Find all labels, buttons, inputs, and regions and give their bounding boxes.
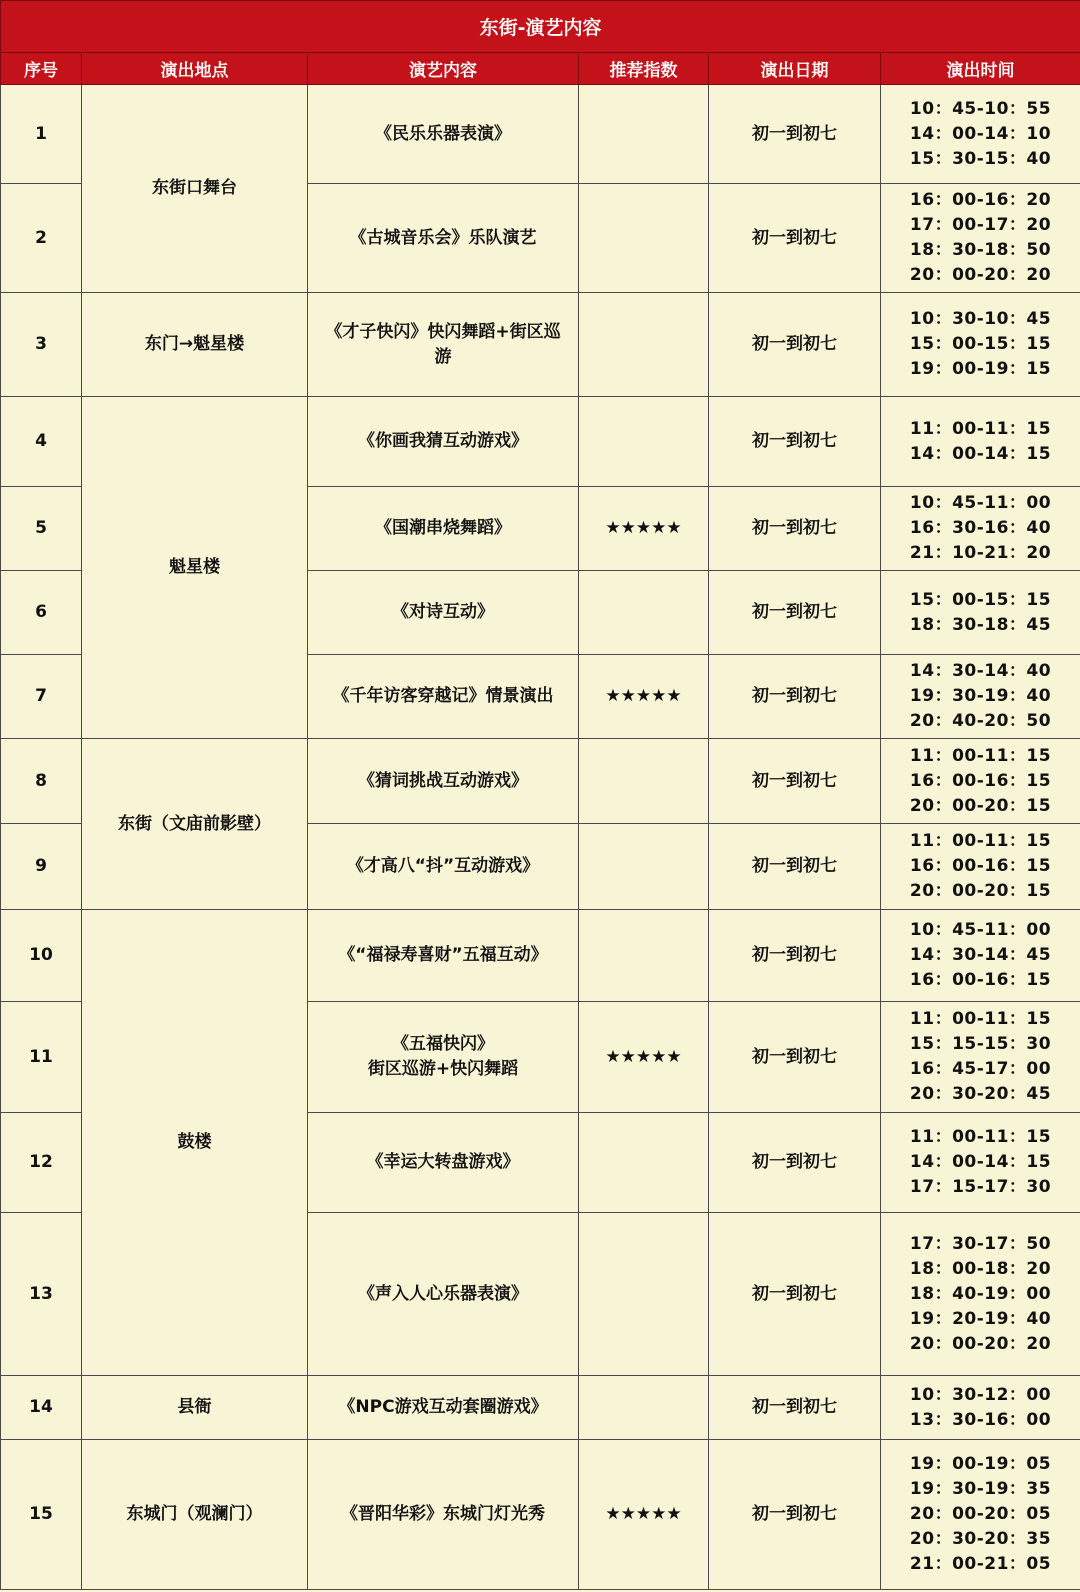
table-row [1,1440,1080,1590]
row-number: 8 [1,739,82,824]
rating-cell: ★★★★★ [579,655,709,739]
time-slot: 20：00-20：15 [909,881,1052,901]
time-slot: 11：00-11：15 [909,831,1052,851]
row-number: 7 [1,655,82,739]
content-cell: 《幸运大转盘游戏》 [308,1113,579,1213]
rating-cell [579,1376,709,1440]
location-cell: 县衙 [82,1376,308,1440]
time-slot: 11：00-11：15 [909,745,1052,766]
rating-cell [579,739,709,824]
time-cell [881,1440,1080,1590]
table-row [1,293,1080,397]
title-row [1,1,1080,53]
header-rating: 推荐指数 [579,53,709,85]
table-row [1,1376,1080,1440]
table-row [1,910,1080,1002]
content-cell [308,1002,579,1113]
header-row [1,53,1080,85]
time-cell [881,910,1080,1002]
time-slot: 18：00-18：20 [909,1258,1052,1279]
time-slot: 11：00-11：15 [909,418,1052,439]
header-content: 演艺内容 [308,53,579,85]
content-cell: 《古城音乐会》乐队演艺 [308,184,579,293]
location-cell: 东街口舞台 [82,85,308,293]
date-cell: 初一到初七 [709,739,881,824]
date-cell: 初一到初七 [709,1376,881,1440]
time-cell [881,739,1080,824]
time-slot: 18：30-18：45 [909,614,1052,635]
time-cell [881,655,1080,739]
rating-cell [579,1213,709,1376]
row-number: 5 [1,487,82,571]
date-cell: 初一到初七 [709,824,881,910]
content-cell: 《“福禄寿喜财”五福互动》 [308,910,579,1002]
rating-cell: ★★★★★ [579,1440,709,1590]
time-cell [881,1213,1080,1376]
row-number: 4 [1,397,82,487]
table-title: 东街-演艺内容 [1,1,1080,53]
time-slot: 17：30-17：50 [909,1233,1052,1254]
time-slot: 17：15-17：30 [909,1177,1052,1197]
time-slot: 21：10-21：20 [909,543,1052,563]
row-number: 13 [1,1213,82,1376]
row-number: 15 [1,1440,82,1590]
content-cell: 《千年访客穿越记》情景演出 [308,655,579,739]
row-number: 2 [1,184,82,293]
row-number: 14 [1,1376,82,1440]
time-slot: 19：00-19：15 [909,359,1052,379]
time-cell [881,571,1080,655]
rating-cell [579,184,709,293]
time-slot: 17：00-17：20 [909,215,1052,235]
row-number: 1 [1,85,82,184]
header-location: 演出地点 [82,53,308,85]
content-cell: 《才高八“抖”互动游戏》 [308,824,579,910]
time-slot: 16：00-16：20 [909,190,1052,210]
rating-cell [579,910,709,1002]
rating-cell [579,824,709,910]
time-slot: 14：00-14：10 [909,123,1052,144]
content-title: 《五福快闪》 [392,1034,494,1054]
time-slot: 19：00-19：05 [909,1454,1052,1474]
table-row [1,739,1080,824]
time-slot: 16：00-16：15 [909,970,1052,990]
time-cell [881,1113,1080,1213]
time-slot: 20：30-20：35 [909,1529,1052,1549]
date-cell: 初一到初七 [709,487,881,571]
date-cell: 初一到初七 [709,1440,881,1590]
header-time: 演出时间 [881,53,1080,85]
date-cell: 初一到初七 [709,910,881,1002]
location-cell: 魁星楼 [82,397,308,739]
time-slot: 15：00-15：15 [909,334,1052,354]
time-cell [881,1002,1080,1113]
content-cell: 《声入人心乐器表演》 [308,1213,579,1376]
location-cell: 东城门（观澜门） [82,1440,308,1590]
time-cell [881,397,1080,487]
time-slot: 10：45-10：55 [909,98,1052,119]
time-slot: 20：30-20：45 [909,1084,1052,1104]
time-slot: 19：30-19：40 [909,686,1052,706]
date-cell: 初一到初七 [709,1002,881,1113]
date-cell: 初一到初七 [709,85,881,184]
content-cell: 《对诗互动》 [308,571,579,655]
time-slot: 14：30-14：40 [909,661,1052,681]
date-cell: 初一到初七 [709,397,881,487]
content-subtitle: 街区巡游+快闪舞蹈 [367,1059,519,1079]
time-slot: 16：00-16：15 [909,770,1052,791]
time-slot: 15：30-15：40 [909,148,1052,169]
time-slot: 15：00-15：15 [909,589,1052,610]
content-cell: 《民乐乐器表演》 [308,85,579,184]
header-number: 序号 [1,53,82,85]
time-slot: 15：15-15：30 [909,1034,1052,1054]
date-cell: 初一到初七 [709,1213,881,1376]
time-slot: 16：30-16：40 [909,518,1052,538]
time-slot: 14：00-14：15 [909,1152,1052,1172]
row-number: 11 [1,1002,82,1113]
row-number: 12 [1,1113,82,1213]
content-cell: 《才子快闪》快闪舞蹈+街区巡游 [308,293,579,397]
time-slot: 10：45-11：00 [909,493,1052,513]
time-slot: 19：20-19：40 [909,1308,1052,1329]
time-slot: 11：00-11：15 [909,1009,1052,1029]
time-cell [881,487,1080,571]
time-cell [881,293,1080,397]
time-cell [881,824,1080,910]
date-cell: 初一到初七 [709,655,881,739]
time-slot: 18：40-19：00 [909,1283,1052,1304]
content-cell: 《国潮串烧舞蹈》 [308,487,579,571]
time-cell [881,184,1080,293]
time-cell [881,1376,1080,1440]
content-cell: 《晋阳华彩》东城门灯光秀 [308,1440,579,1590]
row-number: 6 [1,571,82,655]
time-slot: 10：45-11：00 [909,920,1052,940]
time-slot: 13：30-16：00 [909,1409,1052,1430]
time-slot: 20：00-20：20 [909,1333,1052,1354]
table-row [1,397,1080,487]
time-cell [881,85,1080,184]
date-cell: 初一到初七 [709,184,881,293]
rating-cell: ★★★★★ [579,487,709,571]
rating-cell [579,293,709,397]
date-cell: 初一到初七 [709,293,881,397]
date-cell: 初一到初七 [709,571,881,655]
time-slot: 20：00-20：15 [909,795,1052,816]
rating-cell [579,1113,709,1213]
row-number: 9 [1,824,82,910]
header-date: 演出日期 [709,53,881,85]
time-slot: 10：30-12：00 [909,1384,1052,1405]
rating-cell: ★★★★★ [579,1002,709,1113]
rating-cell [579,571,709,655]
rating-cell [579,85,709,184]
row-number: 10 [1,910,82,1002]
content-cell: 《NPC游戏互动套圈游戏》 [308,1376,579,1440]
time-slot: 14：30-14：45 [909,945,1052,965]
time-slot: 20：00-20：05 [909,1504,1052,1524]
time-slot: 20：40-20：50 [909,711,1052,731]
time-slot: 10：30-10：45 [909,309,1052,329]
time-slot: 14：00-14：15 [909,443,1052,464]
location-cell: 东门→魁星楼 [82,293,308,397]
time-slot: 16：00-16：15 [909,856,1052,876]
row-number: 3 [1,293,82,397]
time-slot: 11：00-11：15 [909,1127,1052,1147]
time-slot: 19：30-19：35 [909,1479,1052,1499]
table-row [1,85,1080,184]
location-cell: 鼓楼 [82,910,308,1376]
location-cell: 东街（文庙前影壁） [82,739,308,910]
time-slot: 18：30-18：50 [909,240,1052,260]
time-slot: 16：45-17：00 [909,1059,1052,1079]
rating-cell [579,397,709,487]
content-cell: 《你画我猜互动游戏》 [308,397,579,487]
time-slot: 21：00-21：05 [909,1554,1052,1574]
time-slot: 20：00-20：20 [909,265,1052,285]
date-cell: 初一到初七 [709,1113,881,1213]
content-cell: 《猜词挑战互动游戏》 [308,739,579,824]
